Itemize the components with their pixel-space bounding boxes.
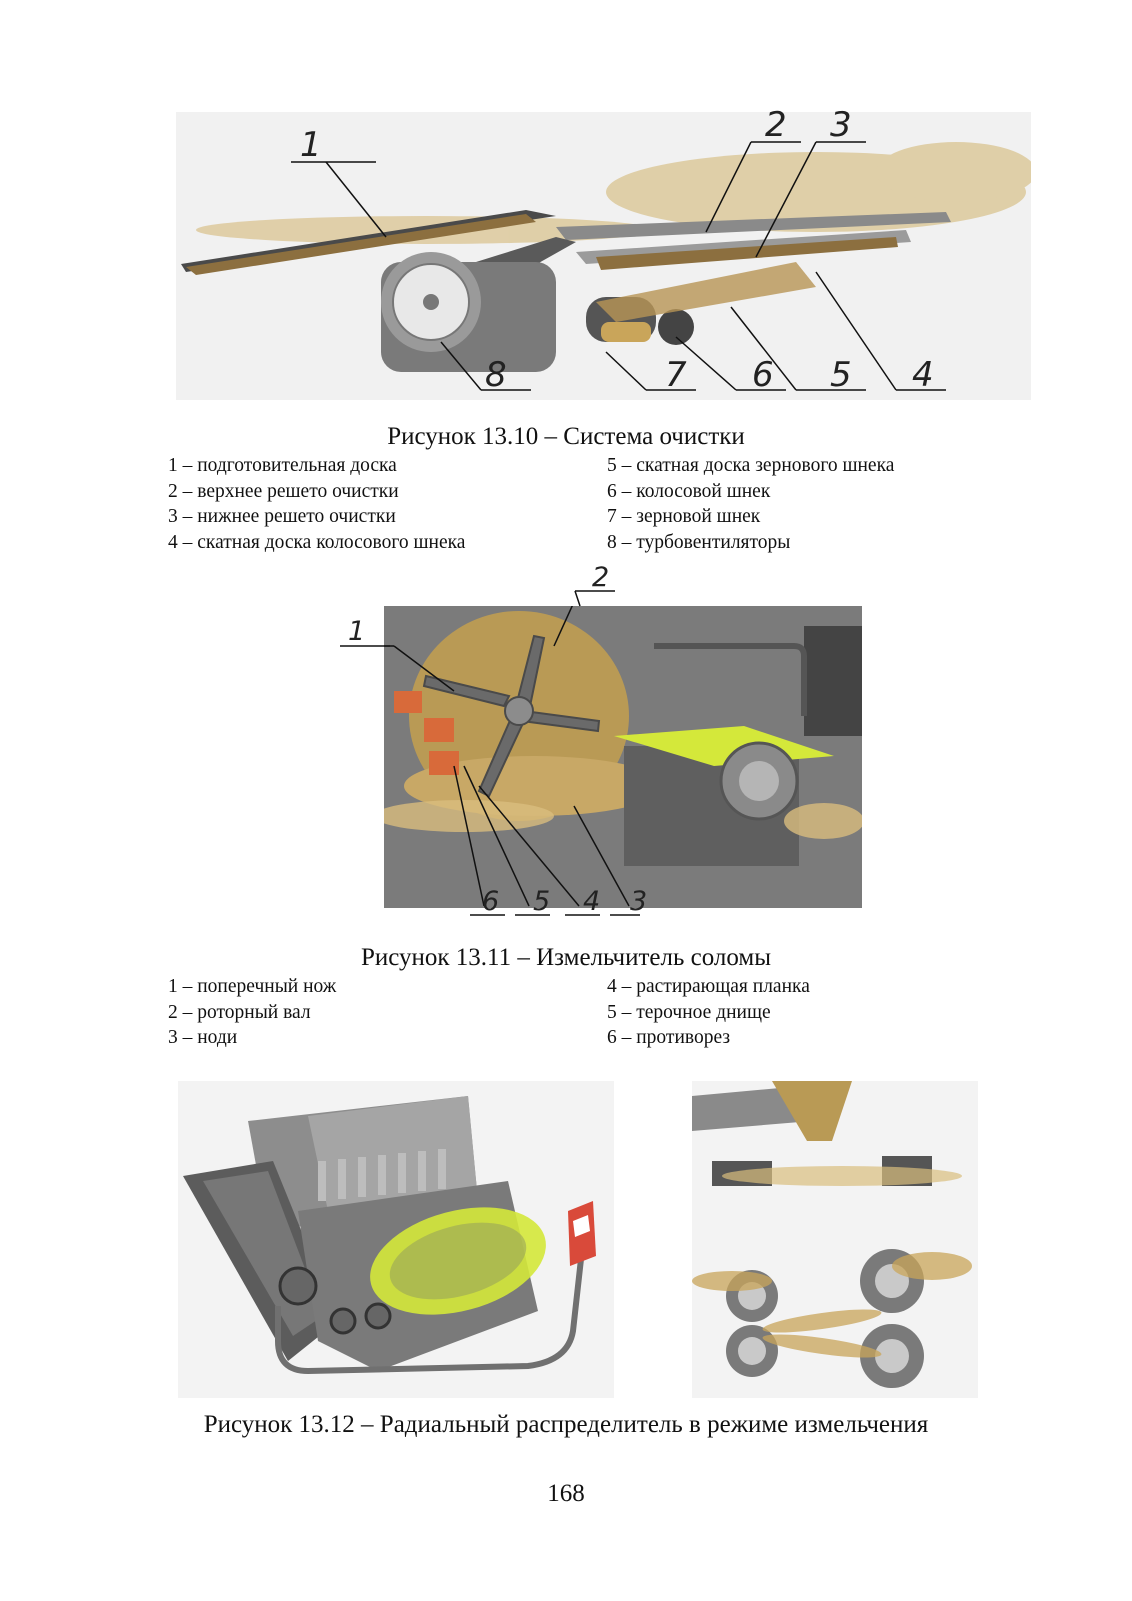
callout-13-11-6: 6 <box>482 886 500 917</box>
figure-13-11-legend-left <box>168 974 336 1051</box>
legend-item: 3 – нижнее решето очистки <box>168 506 396 527</box>
legend-item: 2 – верхнее решето очистки <box>168 480 399 502</box>
figure-13-12-caption: Рисунок 13.12 – Радиальный распределитель в режиме измельчения <box>203 1411 929 1438</box>
legend-item: 7 – зерновой шнек <box>607 506 761 527</box>
legend-item: 2 – роторный вал <box>168 1001 311 1023</box>
callout-13-10-3: 3 <box>830 105 852 145</box>
legend-item: 4 – растирающая планка <box>607 976 810 997</box>
callout-13-11-1: 1 <box>348 616 366 647</box>
figure-13-11-legend-right <box>607 974 810 1051</box>
legend-item: 1 – поперечный нож <box>168 976 337 997</box>
legend-item: 3 – ноди <box>168 1027 238 1048</box>
figure-13-10-caption: Рисунок 13.10 – Система очистки <box>387 423 745 450</box>
figure-13-10-legend-left <box>168 453 465 555</box>
figure-13-10-legend-right <box>607 453 894 555</box>
callout-13-10-7: 7 <box>665 355 687 395</box>
callout-13-11-2: 2 <box>592 562 610 593</box>
callout-13-10-5: 5 <box>830 355 852 395</box>
legend-item: 4 – скатная доска колосового шнека <box>168 531 466 553</box>
page-number: 168 <box>547 1480 585 1507</box>
legend-item: 6 – противорез <box>607 1027 731 1048</box>
legend-item: 1 – подготовительная доска <box>168 455 397 476</box>
legend-item: 5 – терочное днище <box>607 1001 771 1023</box>
legend-item: 6 – колосовой шнек <box>607 480 771 502</box>
straw-chopper-leaders <box>340 585 640 925</box>
radial-spreader-figure-right <box>692 1081 978 1398</box>
callout-13-10-8: 8 <box>485 355 507 395</box>
callout-13-10-1: 1 <box>300 125 322 165</box>
legend-item: 8 – турбовентиляторы <box>607 531 791 553</box>
callout-13-10-4: 4 <box>912 355 934 395</box>
callout-13-10-6: 6 <box>752 355 774 395</box>
callout-13-11-4: 4 <box>583 886 601 917</box>
callout-13-10-2: 2 <box>765 105 787 145</box>
callout-13-11-3: 3 <box>630 886 648 917</box>
callout-13-11-5: 5 <box>533 886 551 917</box>
figure-13-11-caption: Рисунок 13.11 – Измельчитель соломы <box>360 944 772 971</box>
radial-spreader-figure-left <box>178 1081 614 1398</box>
legend-item: 5 – скатная доска зернового шнека <box>607 455 895 476</box>
